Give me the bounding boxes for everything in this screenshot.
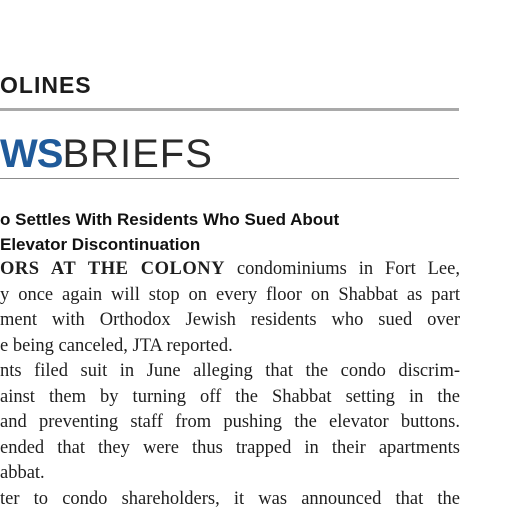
body-line-7: and preventing staff from pushing the elevator buttons. [0,412,460,432]
body-line-5: nts filed suit in June alleging that the condo discrim- [0,361,460,381]
body-line-3: ment with Orthodox Jewish residents who sued over [0,310,460,330]
body-line-10: ter to condo shareholders, it was announced that the [0,488,460,509]
body-line-6: ainst them by turning off the Shabbat setting in the [0,386,460,407]
lead-in-caps: ORS AT THE COLONY [0,259,226,279]
article-headline [0,207,339,257]
body-line-4: e being canceled, JTA reported. [0,335,233,356]
column-title [0,130,213,178]
article-body [0,257,460,512]
body-line-8: ended that they were thus trapped in their apartments [0,437,460,458]
body-line-1 [0,257,460,283]
headline-line-1: o Settles With Residents Who Sued About [0,210,340,229]
title-divider [0,178,459,179]
headline-line-2: Elevator Discontinuation [0,235,201,254]
column-title-briefs: BRIEFS [62,132,213,176]
section-divider [0,108,459,111]
column-title-news: WS [0,132,63,176]
section-heading: OLINES [0,72,92,98]
body-line-9: abbat. [0,463,45,483]
body-line-2: y once again will stop on every floor on Shabbat as part [0,284,460,305]
body-line-1-rest: condominiums in Fort Lee, [225,259,460,279]
